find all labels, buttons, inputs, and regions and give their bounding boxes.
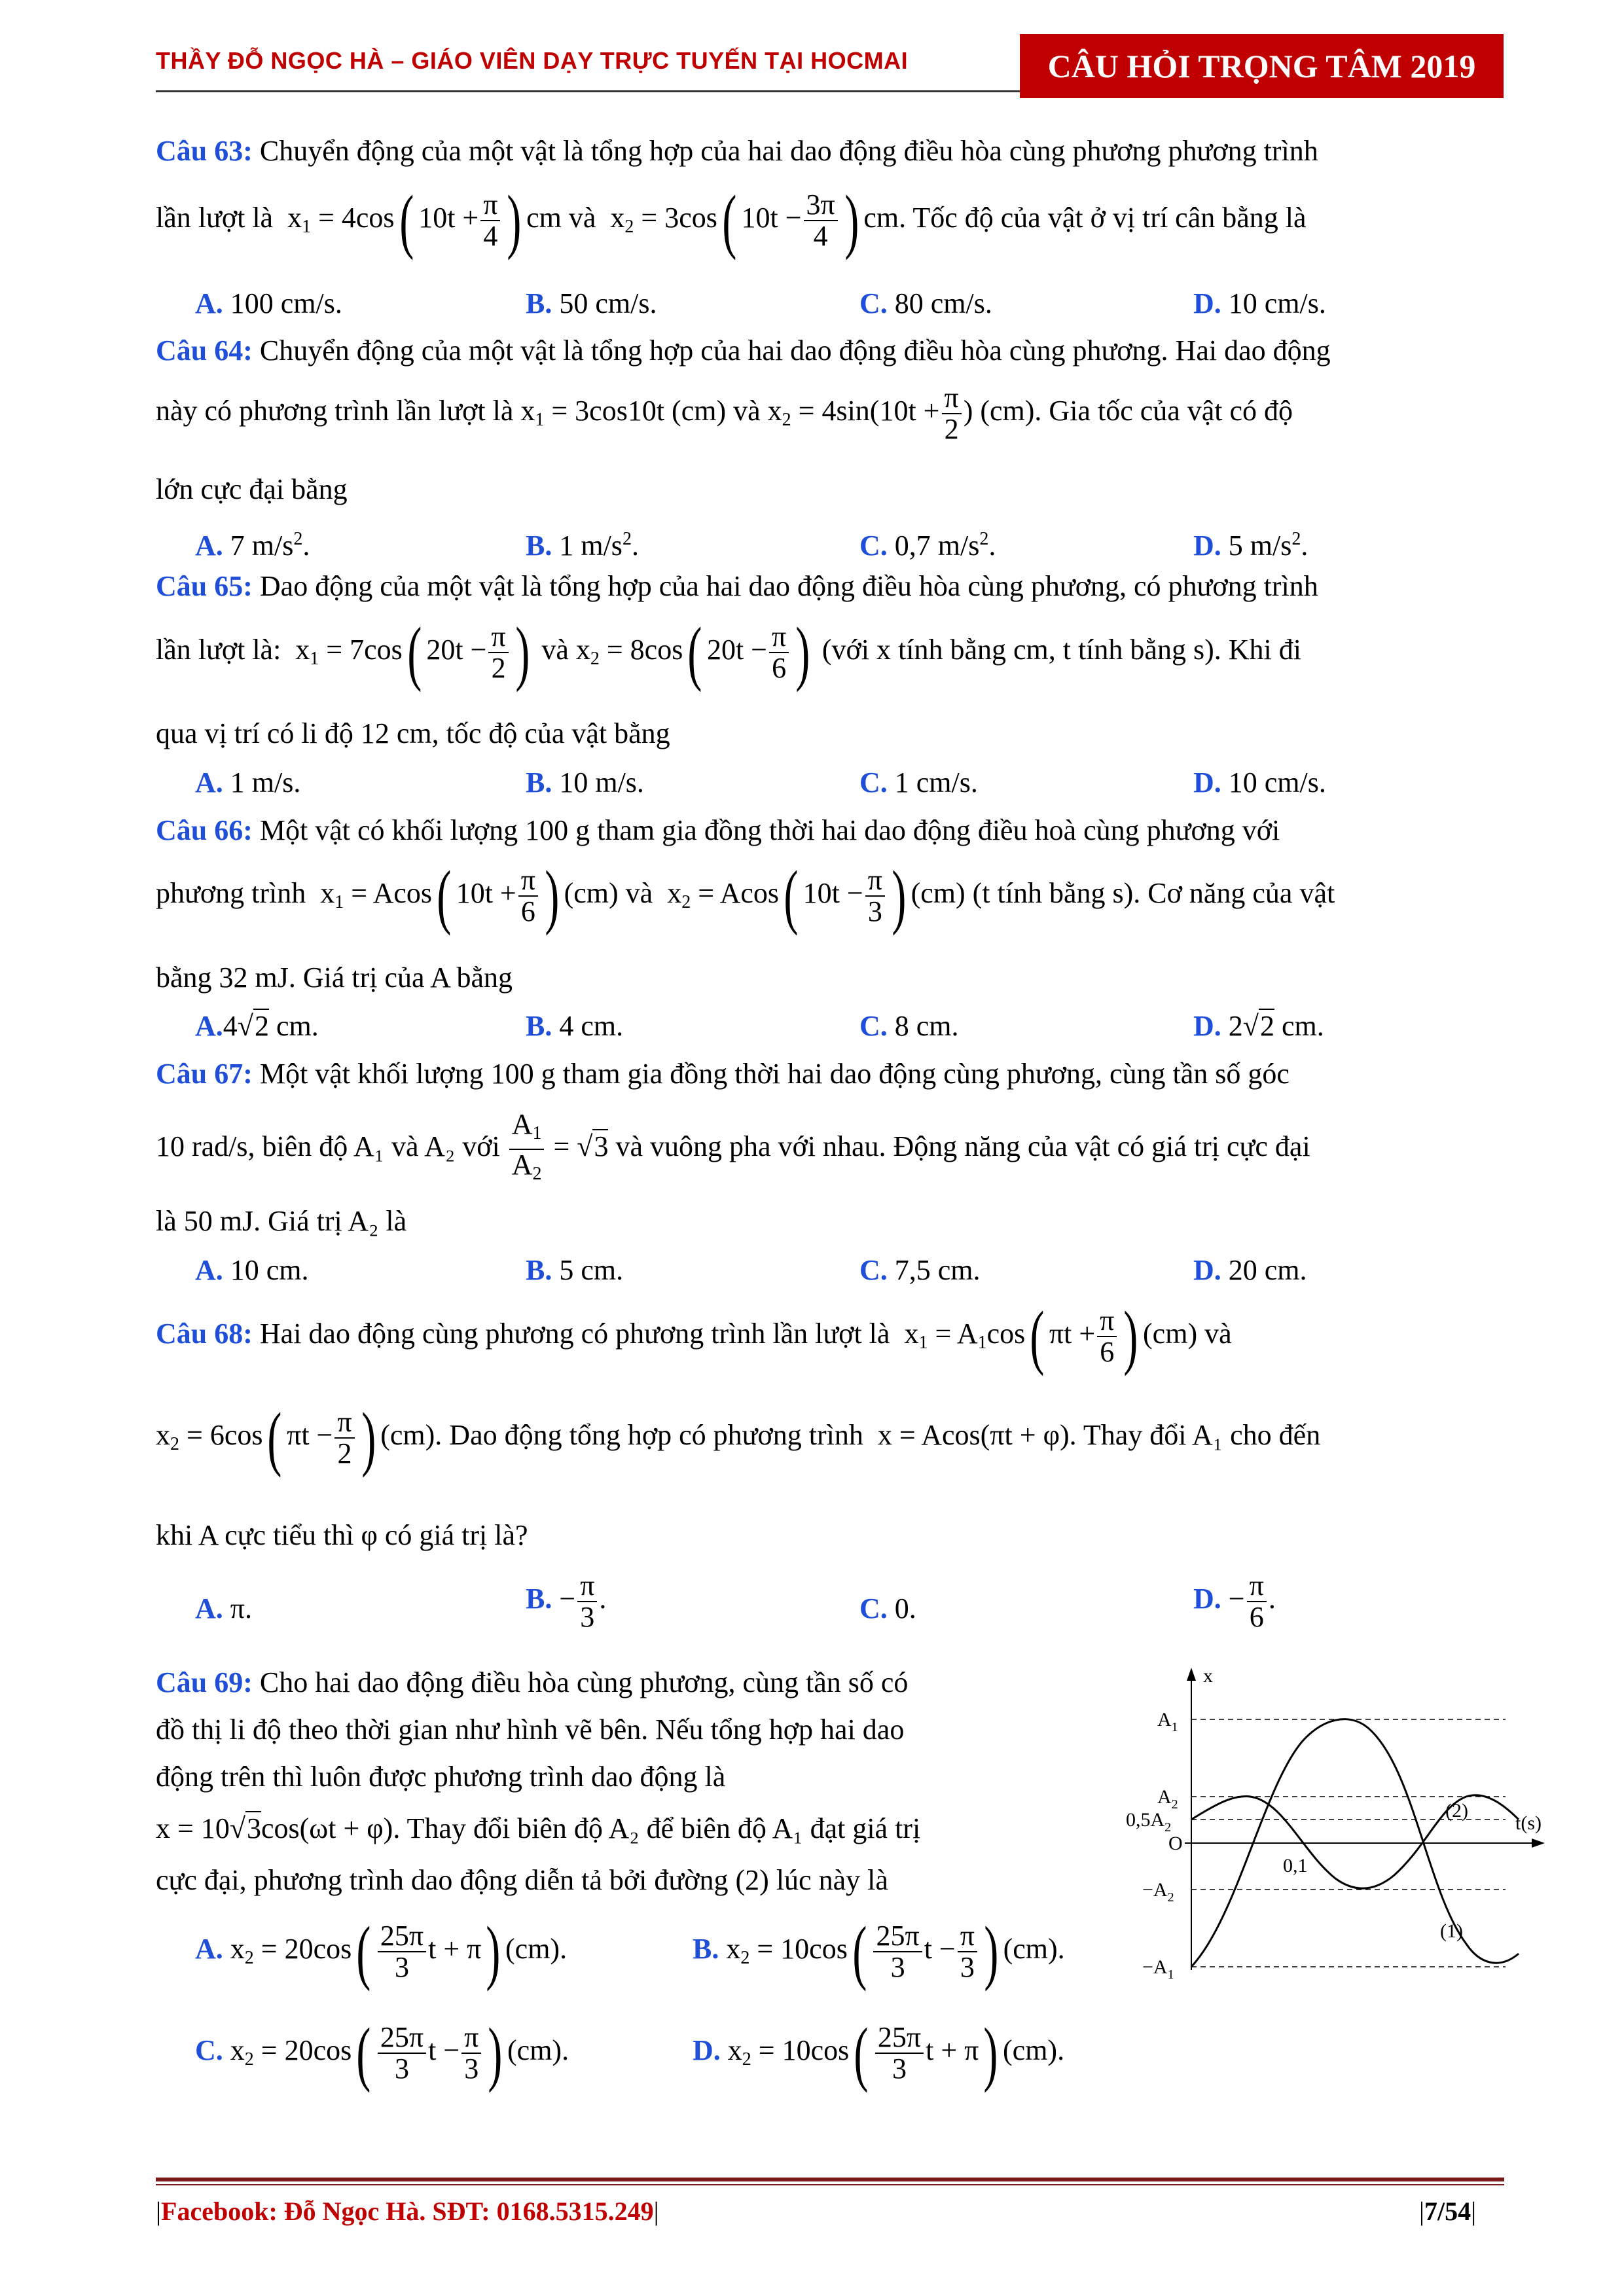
- question-69-line5: cực đại, phương trình dao động diễn tả bởi đường (2) lúc này là: [156, 1864, 888, 1896]
- graph-mA2-label: $-A_2$: [1142, 1879, 1174, 1905]
- q69-graph: [1087, 1656, 1558, 1982]
- question-66-equations: phương trình $x_1 = Acos$( 10t + $\frac{\pi}{6}$ ) (cm) và $x_2 = Acos$( 10t − $\frac{\pi}{3}$ ) (cm) (t tính bằng s). Cơ năng của vật: [156, 856, 1335, 936]
- q64-option-b[interactable]: B. 1 $m/s^2$.: [526, 529, 639, 562]
- graph-t-label: t(s): [1515, 1812, 1542, 1834]
- q69-option-a[interactable]: A. $x_2 = 20\cos$( $\frac{25\pi}{3}$ t + π) (cm).: [195, 1912, 568, 1992]
- x-axis-arrow-icon: [1532, 1839, 1545, 1848]
- graph-x-label: x: [1203, 1665, 1213, 1687]
- q64-option-c[interactable]: C. 0,7 $m/s^2$.: [859, 529, 996, 562]
- question-64: Câu 64: Chuyển động của một vật là tổng hợp của hai dao động điều hòa cùng phương. Hai dao động: [156, 334, 1331, 367]
- question-65: Câu 65: Dao động của một vật là tổng hợp của hai dao động điều hòa cùng phương, có phương trình: [156, 570, 1318, 602]
- q63-option-a[interactable]: A. 100 cm/s.: [195, 287, 342, 319]
- graph-A1-label: $A_1$: [1157, 1709, 1178, 1734]
- q65-option-b[interactable]: B. 10 m/s.: [526, 766, 644, 798]
- question-66-line3: bằng 32 mJ. Giá trị của A bằng: [156, 961, 513, 994]
- q68-option-b[interactable]: B. − $\frac{\pi}{3}$ .: [526, 1570, 607, 1633]
- question-69-line2: đồ thị li độ theo thời gian như hình vẽ bên. Nếu tổng hợp hai dao: [156, 1713, 905, 1746]
- question-64-line3: lớn cực đại bằng: [156, 473, 348, 505]
- graph-A2-label: $A_2$: [1157, 1786, 1178, 1812]
- header-divider: [156, 90, 1020, 92]
- question-69-line4: x = 10√3cos(ωt + φ). Thay đổi biên độ A₂ để biên độ A₁ đạt giá trị: [156, 1812, 921, 1844]
- question-label: Câu 63:: [156, 135, 253, 167]
- question-63-equations: lần lượt là $x_1 = 4\cos$( 10t + $\frac{\pi}{4}$ ) cm và $x_2 = 3\cos$( 10t − $\frac{3\pi}{4}$ ) cm. Tốc độ của vật ở vị trí cân bằng là: [156, 181, 1307, 260]
- question-68: Câu 68: Hai dao động cùng phương có phương trình lần lượt là $x_1 = A_1\cos$( πt + $\frac{\pi}{6}$ ) (cm) và: [156, 1297, 1232, 1376]
- question-64-equations: này có phương trình lần lượt là $x_1 = 3\cos 10t$ (cm) và $x_2 = 4\sin(10t$ + $\frac{\pi}{2}$ ) (cm). Gia tốc của vật có độ: [156, 382, 1293, 445]
- q69-option-b[interactable]: B. $x_2 = 10\cos$( $\frac{25\pi}{3}$ t − $\frac{\pi}{3}$ ) (cm).: [693, 1912, 1065, 1992]
- question-69: Câu 69: Cho hai dao động điều hòa cùng phương, cùng tần số có: [156, 1666, 909, 1698]
- question-68-equations: $x_2 = 6\cos$( πt − $\frac{\pi}{2}$ ) (cm). Dao động tổng hợp có phương trình x = Acos(πt + φ). Thay đổi A₁ cho đến: [156, 1398, 1321, 1478]
- question-67-line3: là 50 mJ. Giá trị A₂ là: [156, 1205, 407, 1237]
- question-63: Câu 63: Chuyển động của một vật là tổng hợp của hai dao động điều hòa cùng phương phương trình: [156, 135, 1318, 167]
- curve-2-label: (2): [1445, 1800, 1468, 1821]
- footer-contact: |Facebook: Đỗ Ngọc Hà. SĐT: 0168.5315.249|: [156, 2197, 659, 2226]
- q69-option-d[interactable]: D. $x_2 = 10\cos$( $\frac{25\pi}{3}$ t + π) (cm).: [693, 2013, 1065, 2093]
- question-65-equations: lần lượt là: $x_1 = 7\cos$( 20t − $\frac{\pi}{2}$ ) và $x_2 = 8\cos$( 20t − $\frac{\pi}{6}$ ) (với x tính bằng cm, t tính bằng s). Khi đi: [156, 613, 1301, 692]
- q69-option-c[interactable]: C. $x_2 = 20\cos$( $\frac{25\pi}{3}$ t − $\frac{\pi}{3}$ ) (cm).: [195, 2013, 569, 2093]
- footer-divider-thin: [156, 2184, 1504, 2185]
- graph-t01-label: 0,1: [1283, 1855, 1308, 1876]
- q63-option-b[interactable]: B. 50 cm/s.: [526, 287, 657, 319]
- y-axis-arrow-icon: [1187, 1668, 1196, 1681]
- question-68-line3: khi A cực tiểu thì φ có giá trị là?: [156, 1519, 528, 1551]
- q67-option-d[interactable]: D. 20 cm.: [1193, 1254, 1307, 1286]
- graph-origin-label: O: [1168, 1833, 1183, 1854]
- q66-option-d[interactable]: D. 2√2 cm.: [1193, 1010, 1324, 1042]
- header-badge: CÂU HỎI TRỌNG TÂM 2019: [1020, 34, 1504, 98]
- graph-mA1-label: $-A_1$: [1142, 1956, 1174, 1982]
- q67-option-a[interactable]: A. 10 cm.: [195, 1254, 309, 1286]
- q64-option-a[interactable]: A. 7 $m/s^2$.: [195, 529, 310, 562]
- question-67: Câu 67: Một vật khối lượng 100 g tham gia đồng thời hai dao động cùng phương, cùng tần số góc: [156, 1058, 1290, 1090]
- q65-option-c[interactable]: C. 1 cm/s.: [859, 766, 978, 798]
- graph-half-label: $0,5A_2$: [1126, 1809, 1172, 1835]
- q68-option-c[interactable]: C. 0.: [859, 1592, 916, 1624]
- q65-option-d[interactable]: D. 10 cm/s.: [1193, 766, 1326, 798]
- q66-option-a[interactable]: A.4√2 cm.: [195, 1010, 319, 1042]
- q67-option-c[interactable]: C. 7,5 cm.: [859, 1254, 981, 1286]
- question-66: Câu 66: Một vật có khối lượng 100 g tham gia đồng thời hai dao động điều hoà cùng phương với: [156, 814, 1280, 846]
- footer-divider: [156, 2178, 1504, 2181]
- q65-option-a[interactable]: A. 1 m/s.: [195, 766, 301, 798]
- header-title: THẦY ĐỖ NGỌC HÀ – GIÁO VIÊN DẠY TRỰC TUYẾN TẠI HOCMAI: [156, 47, 909, 74]
- q63-option-d[interactable]: D. 10 cm/s.: [1193, 287, 1326, 319]
- question-65-line3: qua vị trí có li độ 12 cm, tốc độ của vật bằng: [156, 717, 670, 749]
- question-69-line3: động trên thì luôn được phương trình dao động là: [156, 1761, 726, 1793]
- q68-option-a[interactable]: A. π.: [195, 1592, 252, 1624]
- q66-option-b[interactable]: B. 4 cm.: [526, 1010, 624, 1042]
- q66-option-c[interactable]: C. 8 cm.: [859, 1010, 959, 1042]
- question-67-equations: 10 rad/s, biên độ A₁ và A₂ với $\frac{A_1}{A_2}$ = √3 và vuông pha với nhau. Động năng của vật có giá trị cực đại: [156, 1108, 1310, 1184]
- q67-option-b[interactable]: B. 5 cm.: [526, 1254, 624, 1286]
- curve-1-label: (1): [1440, 1920, 1463, 1942]
- q64-option-d[interactable]: D. 5 $m/s^2$.: [1193, 529, 1308, 562]
- q63-option-c[interactable]: C. 80 cm/s.: [859, 287, 992, 319]
- page-number: |7/54|: [1419, 2197, 1477, 2226]
- q68-option-d[interactable]: D. − $\frac{\pi}{6}$ .: [1193, 1570, 1276, 1633]
